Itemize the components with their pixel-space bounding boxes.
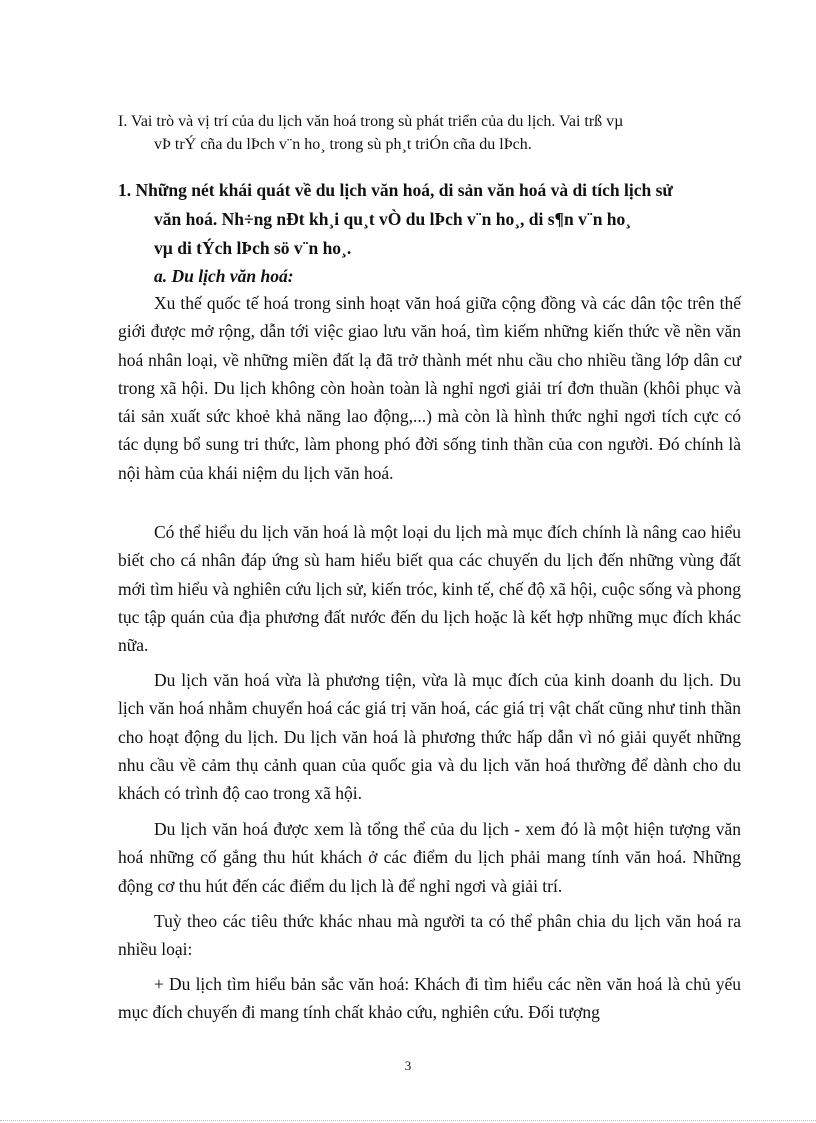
body-paragraph: + Du lịch tìm hiểu bản sắc văn hoá: Khách đi tìm hiểu các nền văn hoá là chủ yếu mục đích chuyến đi mang tính chất khảo cứu, nghiên cứu. Đối tượng — [118, 974, 741, 1023]
body-paragraph: Có thể hiểu du lịch văn hoá là một loại du lịch mà mục đích chính là nâng cao hiểu biết cho cá nhân đáp ứng sù ham hiểu biết qua các chuyến du lịch đến những vùng đất mới tìm hiểu và nghiên cứu lịch sử, kiến tróc, kinh tế, chế độ xã hội, cuộc sống và phong tục tập quán của địa phương đất nước đến du lịch hoặc là kết hợp những mục đích khác nữa. — [118, 522, 741, 656]
body-paragraph: Tuỳ theo các tiêu thức khác nhau mà người ta có thể phân chia du lịch văn hoá ra nhiều loại: — [118, 911, 741, 960]
subheading: a. Du lịch văn hoá: — [154, 266, 294, 286]
section-heading — [118, 110, 744, 156]
body-paragraph: Xu thế quốc tế hoá trong sinh hoạt văn hoá giữa cộng đồng và các dân tộc trên thế giới được mở rộng, dẫn tới việc giao lưu văn hoá, tìm kiếm những kiến thức về nền văn hoá nhân loại, về những miền đất lạ đã trở thành mét nhu cầu cho nhiều tầng lớp dân cư trong xã hội. Du lịch không còn hoàn toàn là nghỉ ngơi giải trí đơn thuần (khôi phục và tái sản xuất sức khoẻ khả năng lao động,...) mà còn là hình thức nghỉ ngơi tích cực có tác dụng bổ sung tri thức, làm phong phó đời sống tinh thần của con người. Đó chính là nội hàm của khái niệm du lịch văn hoá. — [118, 293, 741, 483]
body-paragraph: Du lịch văn hoá vừa là phương tiện, vừa là mục đích của kinh doanh du lịch. Du lịch văn hoá nhằm chuyển hoá các giá trị văn hoá, các giá trị vật chất cũng như tinh thần cho hoạt động du lịch. Du lịch văn hoá là phương thức hấp dẫn vì nó giải quyết những nhu cầu về cảm thụ cảnh quan của quốc gia và du lịch văn hoá thường để dành cho du khách có trình độ cao trong xã hội. — [118, 670, 741, 804]
body-paragraph: Du lịch văn hoá được xem là tổng thể của du lịch - xem đó là một hiện tượng văn hoá những cố gắng thu hút khách ở các điểm du lịch phải mang tính văn hoá. Những động cơ thu hút đến các điểm du lịch là để nghỉ ngơi và giải trí. — [118, 819, 741, 896]
subsection-heading-line: văn hoá. Nh÷ng nÐt kh¸i qu¸t vÒ du lÞch v¨n ho¸, di s¶n v¨n ho¸ — [154, 209, 632, 229]
section-heading-line: vÞ trÝ cña du lÞch v¨n ho¸ trong sù ph¸t triÓn cña du lÞch. — [154, 136, 532, 153]
subsection-heading — [118, 176, 744, 263]
section-heading-line: I. Vai trò và vị trí của du lịch văn hoá trong sù phát triển của du lịch. Vai trß vµ — [118, 113, 624, 130]
page-footer-divider — [0, 1120, 816, 1121]
page-number: 3 — [404, 1058, 412, 1073]
subsection-heading-line: vµ di tÝch lÞch sö v¨n ho¸. — [154, 238, 352, 258]
subsection-heading-line: 1. Những nét khái quát về du lịch văn hoá, di sản văn hoá và di tích lịch sử — [118, 180, 673, 200]
